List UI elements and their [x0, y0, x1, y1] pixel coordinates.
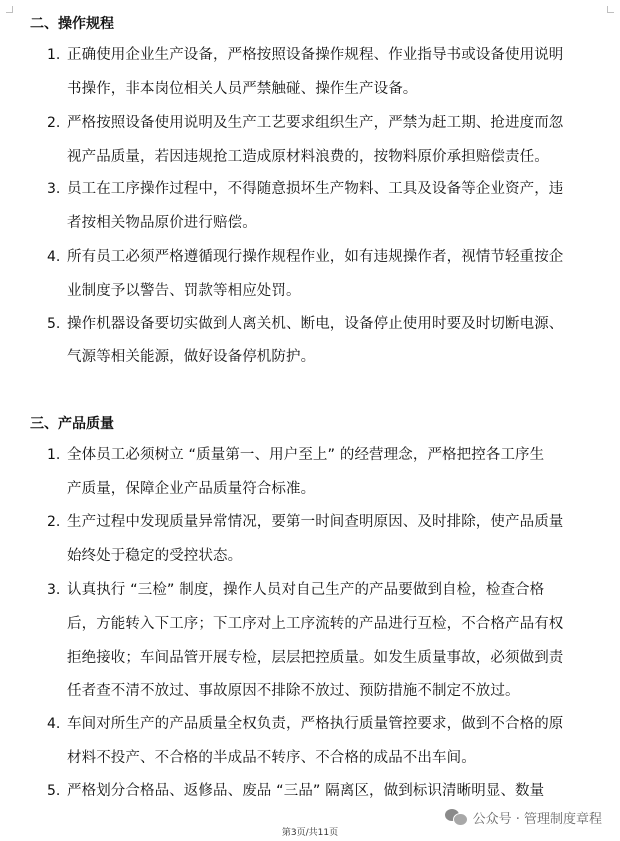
- section-heading: 三、产品质量: [30, 416, 114, 432]
- list-text-line: 始终处于稳定的受控状态。: [67, 548, 243, 564]
- list-number: 1.: [47, 47, 61, 63]
- list-text-line: 书操作，非本岗位相关人员严禁触碰、操作生产设备。: [67, 81, 418, 97]
- list-text-line: 任者查不清不放过、事故原因不排除不放过、预防措施不制定不放过。: [67, 683, 520, 699]
- list-number: 2.: [47, 514, 61, 530]
- list-text-line: 认真执行 “三检” 制度，操作人员对自己生产的产品要做到自检，检查合格: [67, 582, 545, 598]
- list-text-line: 产质量，保障企业产品质量符合标准。: [67, 481, 316, 497]
- list-text-line: 员工在工序操作过程中，不得随意损坏生产物料、工具及设备等企业资产，违: [67, 181, 564, 197]
- list-text-line: 业制度予以警告、罚款等相应处罚。: [67, 283, 301, 299]
- list-text-line: 者按相关物品原价进行赔偿。: [67, 215, 257, 231]
- list-text-line: 后，方能转入下工序；下工序对上工序流转的产品进行互检，不合格产品有权: [67, 616, 564, 632]
- list-number: 1.: [47, 447, 61, 463]
- list-text-line: 严格按照设备使用说明及生产工艺要求组织生产，严禁为赶工期、抢进度而忽: [67, 115, 564, 131]
- list-text-line: 严格划分合格品、返修品、废品 “三品” 隔离区，做到标识清晰明显、数量: [67, 783, 545, 799]
- list-text-line: 所有员工必须严格遵循现行操作规程作业，如有违规操作者，视情节轻重按企: [67, 249, 564, 265]
- list-number: 5.: [47, 316, 61, 332]
- list-text-line: 正确使用企业生产设备，严格按照设备操作规程、作业指导书或设备使用说明: [67, 47, 564, 63]
- list-text-line: 视产品质量，若因违规抢工造成原材料浪费的，按物料原价承担赔偿责任。: [67, 149, 549, 165]
- list-text-line: 全体员工必须树立 “质量第一、用户至上” 的经营理念，严格把控各工序生: [67, 447, 545, 463]
- list-text-line: 车间对所生产的产品质量全权负责，严格执行质量管控要求，做到不合格的原: [67, 716, 564, 732]
- list-number: 5.: [47, 783, 61, 799]
- list-number: 4.: [47, 716, 61, 732]
- list-number: 2.: [47, 115, 61, 131]
- list-text-line: 操作机器设备要切实做到人离关机、断电，设备停止使用时要及时切断电源、: [67, 316, 564, 332]
- list-text-line: 材料不投产、不合格的半成品不转序、不合格的成品不出车间。: [67, 750, 476, 766]
- list-text-line: 气源等相关能源，做好设备停机防护。: [67, 349, 316, 365]
- watermark-text: 公众号 · 管理制度章程: [472, 811, 602, 827]
- wechat-icon: [445, 808, 467, 826]
- list-text-line: 拒绝接收；车间品管开展专检，层层把控质量。如发生质量事故，必须做到责: [67, 650, 564, 666]
- page-corner-mark: [607, 6, 614, 13]
- section-heading: 二、操作规程: [30, 16, 114, 32]
- page-footer: 第3页/共11页: [281, 828, 339, 838]
- list-number: 3.: [47, 582, 61, 598]
- list-number: 4.: [47, 249, 61, 265]
- list-number: 3.: [47, 181, 61, 197]
- page-corner-mark: [6, 6, 13, 13]
- list-text-line: 生产过程中发现质量异常情况，要第一时间查明原因、及时排除，使产品质量: [67, 514, 564, 530]
